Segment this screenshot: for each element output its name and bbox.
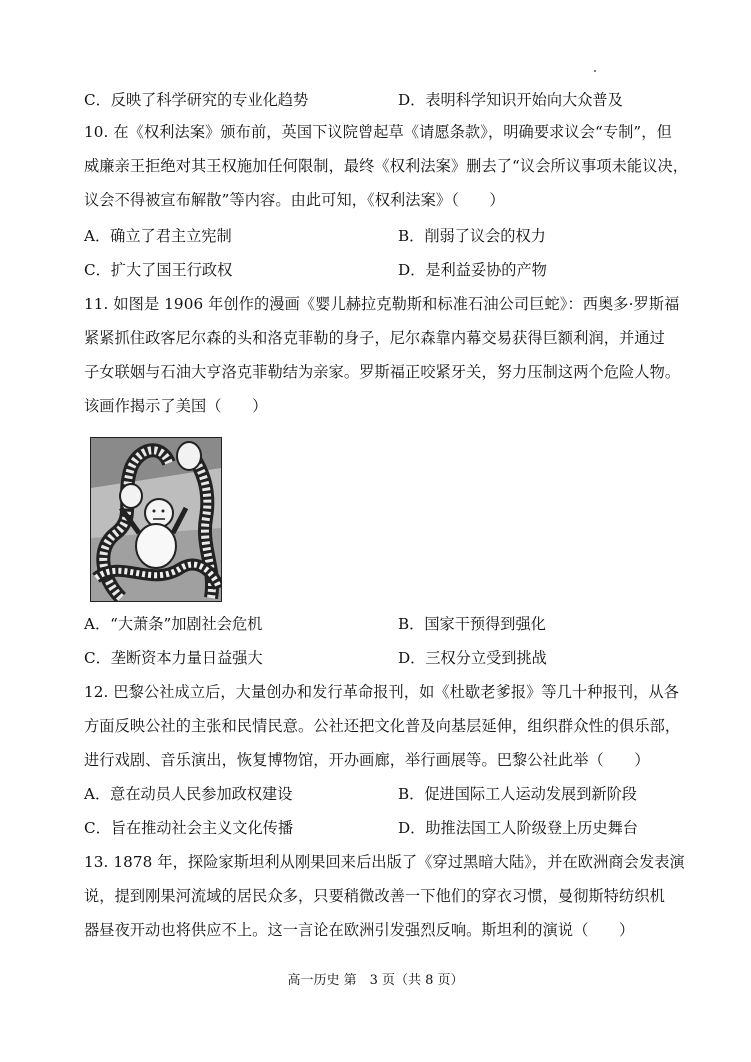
q10-option-c: C．扩大了国王行政权 <box>84 261 233 279</box>
snake-cartoon-illustration <box>91 438 221 601</box>
q12-option-c: C．旨在推动社会主义文化传播 <box>84 819 294 837</box>
q12-option-d: D．助推法国工人阶级登上历史舞台 <box>398 819 638 837</box>
q11-option-a: A．“大萧条”加剧社会危机 <box>84 615 263 633</box>
q13-stem-line-1: 13. 1878 年，探险家斯坦利从刚果回来后出版了《穿过黑暗大陆》，并在欧洲商会发表演 <box>84 853 685 871</box>
q10-stem-line-2: 威廉亲王拒绝对其王权施加任何限制，最终《权利法案》删去了“议会所议事项未能议决， <box>84 157 689 175</box>
scan-speck <box>594 70 596 72</box>
q11-option-d: D．三权分立受到挑战 <box>398 649 547 667</box>
q12-option-b: B．促进国际工人运动发展到新阶段 <box>398 785 637 803</box>
q13-stem-line-3: 器昼夜开动也将供应不上。这一言论在欧洲引发强烈反响。斯坦利的演说（ ） <box>84 921 635 939</box>
q12-stem-line-2: 方面反映公社的主张和民情民意。公社还把文化普及向基层延伸，组织群众性的俱乐部， <box>84 717 681 735</box>
q11-stem-line-3: 子女联姻与石油大亨洛克菲勒结为亲家。罗斯福正咬紧牙关，努力压制这两个危险人物。 <box>84 363 681 381</box>
q12-stem-line-3: 进行戏剧、音乐演出，恢复博物馆，开办画廊，举行画展等。巴黎公社此举（ ） <box>84 751 650 769</box>
q10-option-b: B．削弱了议会的权力 <box>398 227 546 245</box>
q10-stem-line-3: 议会不得被宣布解散”等内容。由此可知，《权利法案》（ ） <box>84 191 505 209</box>
q9-option-c: C．反映了科学研究的专业化趋势 <box>84 91 309 109</box>
q10-option-d: D．是利益妥协的产物 <box>398 261 547 279</box>
q12-option-a: A．意在动员人民参加政权建设 <box>84 785 293 803</box>
q11-stem-line-1: 11. 如图是 1906 年创作的漫画《婴儿赫拉克勒斯和标准石油公司巨蛇》：西奥多·罗斯福 <box>84 295 680 313</box>
q10-stem-line-1: 10. 在《权利法案》颁布前，英国下议院曾起草《请愿条款》，明确要求议会“专制”，但 <box>84 123 672 141</box>
q11-cartoon-image <box>90 437 222 602</box>
q11-option-b: B．国家干预得到强化 <box>398 615 546 633</box>
q11-stem-line-2: 紧紧抓住政客尼尔森的头和洛克菲勒的身子，尼尔森靠内幕交易获得巨额利润，并通过 <box>84 329 665 347</box>
q13-stem-line-2: 说，提到刚果河流域的居民众多，只要稍微改善一下他们的穿衣习惯，曼彻斯特纺织机 <box>84 887 665 905</box>
q9-option-d: D．表明科学知识开始向大众普及 <box>398 91 623 109</box>
q12-stem-line-1: 12. 巴黎公社成立后，大量创办和发行革命报刊，如《杜歇老爹报》等几十种报刊，从各 <box>84 683 680 701</box>
page-footer: 高一历史 第 3 页（共 8 页） <box>287 973 464 988</box>
q11-stem-line-4: 该画作揭示了美国（ ） <box>84 397 268 415</box>
q10-option-a: A．确立了君主立宪制 <box>84 227 232 245</box>
q11-option-c: C．垄断资本力量日益强大 <box>84 649 263 667</box>
